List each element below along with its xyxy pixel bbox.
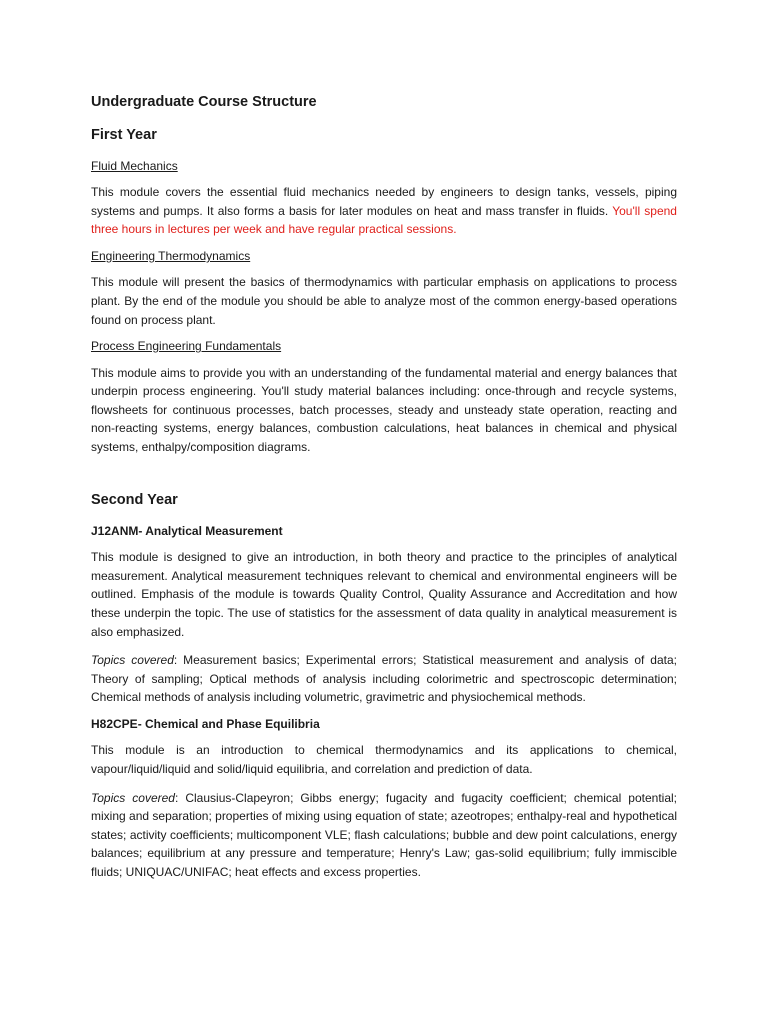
module-body-text: This module covers the essential fluid mechanics needed by engineers to design tanks, vessels, piping systems and pumps. It also forms a basis for later modules on heat and mass transfer in fluids.	[91, 185, 677, 218]
module-description-fluid-mechanics	[91, 183, 677, 239]
module-engineering-thermodynamics	[91, 249, 677, 329]
module-analytical-measurement	[91, 524, 677, 707]
module-chemical-phase-equilibria	[91, 717, 677, 882]
module-description-engineering-thermodynamics: This module will present the basics of thermodynamics with particular emphasis on applications to process plant. By the end of the module you should be able to analyze most of the common energy-based operations found on process plant.	[91, 275, 677, 327]
topics-text: : Clausius-Clapeyron; Gibbs energy; fugacity and fugacity coefficient; chemical potential; mixing and separation; properties of mixing using equation of state; azeotropes; enthalpy-real and hypothetical states; activity coefficients; multicomponent VLE; flash calculations; bubble and dew point calculations, energy balances; equilibrium at any pressure and temperature; Henry's Law; gas-solid equilibrium; fully immiscible fluids; UNIQUAC/UNIFAC; heat effects and excess properties.	[91, 790, 677, 879]
module-process-engineering-fundamentals	[91, 339, 677, 456]
module-description-chemical-phase-equilibria: This module is an introduction to chemical thermodynamics and its applications to chemical, vapour/liquid/liquid and solid/liquid equilibria, and correlation and prediction of data.	[91, 743, 677, 776]
module-description-process-engineering-fundamentals: This module aims to provide you with an understanding of the fundamental material and energy balances that underpin process engineering. You'll study material balances including: once-through and recycle systems, flowsheets for continuous processes, batch processes, steady and unsteady state operation, reacting and non-reacting systems, energy balances, combustion calculations, heat balances in chemical and physical systems, enthalpy/composition diagrams.	[91, 365, 677, 454]
first-year-heading: First Year	[91, 127, 157, 144]
topics-text: : Measurement basics; Experimental errors; Statistical measurement and analysis of data; Theory of sampling; Optical methods of analysis including colorimetric and spectroscopic determination; Chemical methods of analysis including volumetric, gravimetric and physiochemical methods.	[91, 653, 677, 705]
module-title-engineering-thermodynamics: Engineering Thermodynamics	[91, 248, 251, 263]
module-description-analytical-measurement: This module is designed to give an introduction, in both theory and practice to the principles of analytical measurement. Analytical measurement techniques relevant to chemical and environmental engineers will be outlined. Emphasis of the module is towards Quality Control, Quality Assurance and Accreditation and how these underpin the topic. The use of statistics for the assessment of data quality in analytical measurement is also emphasized.	[91, 550, 677, 639]
module-title-process-engineering-fundamentals: Process Engineering Fundamentals	[91, 339, 282, 354]
module-fluid-mechanics	[91, 159, 677, 239]
module-topics-chemical-phase-equilibria	[91, 789, 677, 882]
module-title-fluid-mechanics: Fluid Mechanics	[91, 158, 178, 173]
highlighted-note: You'll spend three hours in lectures per week and have regular practical sessions.	[91, 203, 677, 237]
second-year-heading: Second Year	[91, 492, 178, 509]
document-title: Undergraduate Course Structure	[91, 94, 317, 110]
topics-label: Topics covered	[91, 790, 175, 805]
module-title-analytical-measurement: J12ANM- Analytical Measurement	[91, 523, 283, 538]
topics-label: Topics covered	[91, 653, 174, 668]
module-title-chemical-phase-equilibria: H82CPE- Chemical and Phase Equilibria	[91, 717, 320, 732]
module-topics-analytical-measurement	[91, 651, 677, 707]
